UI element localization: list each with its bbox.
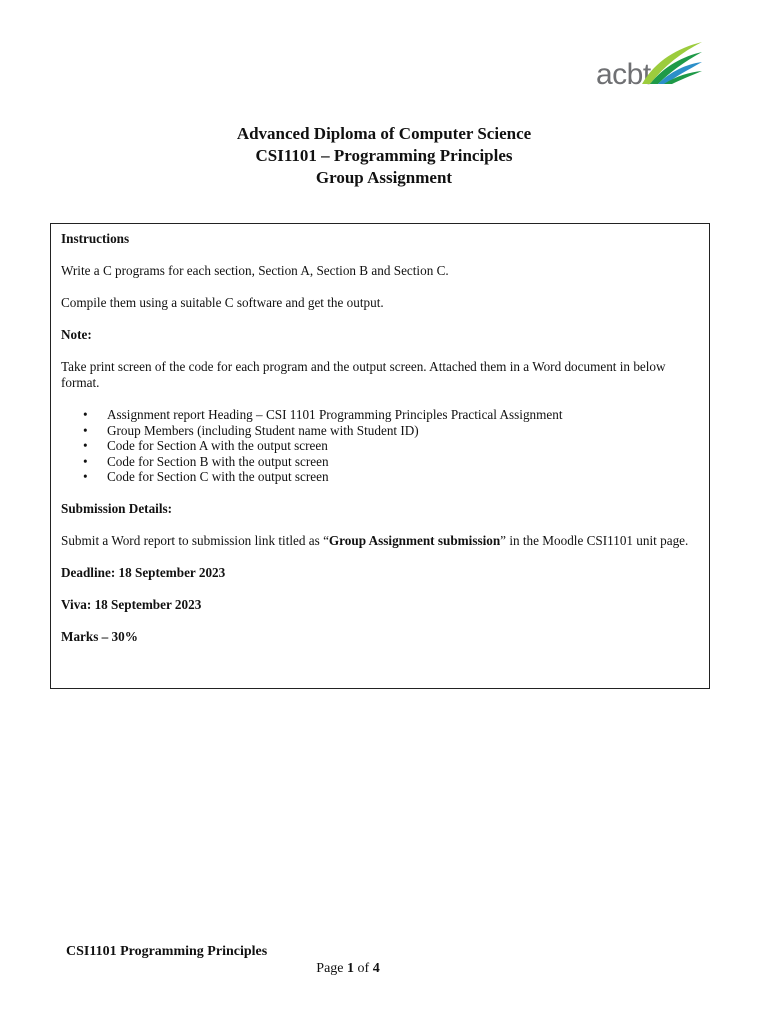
list-item: • Assignment report Heading – CSI 1101 Programming Principles Practical Assignment (83, 407, 563, 422)
assignment-title: Group Assignment (315, 168, 453, 187)
bullet-icon: • (83, 453, 88, 469)
bullet-icon: • (83, 438, 88, 453)
course-title: CSI1101 – Programming Principles (255, 146, 513, 165)
bullet-icon: • (83, 422, 88, 438)
submission-paragraph: Submit a Word report to submission link titled as “Group Assignment submission” in the Moodle CSI1101 unit page. (61, 532, 689, 548)
bullet-icon: • (83, 469, 88, 484)
program-title: Advanced Diploma of Computer Science (236, 124, 532, 143)
logo-text: acbt (596, 58, 651, 91)
submission-link-title: Group Assignment submission (328, 532, 501, 548)
page-number: Page 1 of 4 (316, 961, 380, 976)
submission-heading: Submission Details: (61, 500, 173, 516)
document-title-block (0, 123, 768, 189)
marks: Marks – 30% (61, 628, 138, 644)
instruction-paragraph-2: Compile them using a suitable C software and get the output. (61, 295, 384, 310)
acbt-logo (592, 40, 706, 92)
footer-course: CSI1101 Programming Principles (66, 944, 268, 959)
deadline: Deadline: 18 September 2023 (61, 564, 226, 580)
note-heading: Note: (61, 327, 92, 342)
instructions-heading: Instructions (61, 231, 130, 246)
instructions-box (50, 223, 710, 689)
list-item: • Code for Section B with the output screen (83, 453, 329, 469)
bullet-icon: • (83, 407, 88, 422)
format-list (61, 407, 699, 485)
logo-swoosh-icon (638, 40, 704, 86)
instruction-paragraph-1: Write a C programs for each section, Section A, Section B and Section C. (61, 263, 449, 278)
viva-date: Viva: 18 September 2023 (61, 596, 202, 612)
note-paragraph: Take print screen of the code for each program and the output screen. Attached them in a Word document in below format. (61, 359, 666, 390)
list-item: • Group Members (including Student name with Student ID) (83, 422, 419, 438)
list-item: • Code for Section C with the output screen (83, 469, 329, 484)
list-item: • Code for Section A with the output screen (83, 438, 328, 453)
